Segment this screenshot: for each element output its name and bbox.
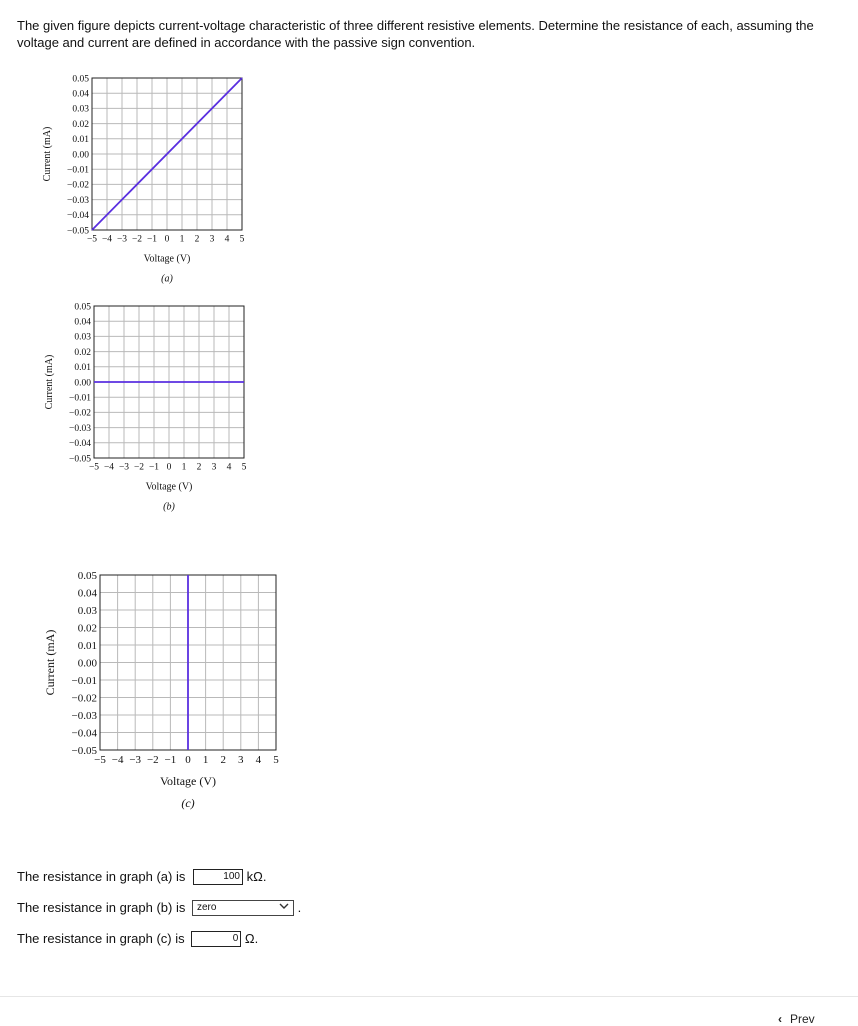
y-tick-label: 0.02 [74,347,91,358]
x-tick-label: 3 [209,234,215,245]
x-tick-label: −5 [88,462,100,473]
answer-row-b [17,897,301,917]
chart-caption: (a) [161,273,173,285]
chart-caption: (c) [181,796,195,810]
x-tick-label: 5 [239,234,245,245]
y-tick-label: −0.02 [69,408,91,419]
x-tick-label: −3 [129,754,142,766]
x-tick-label: 5 [273,754,279,766]
y-tick-label: −0.02 [71,692,97,705]
chart-caption: (b) [163,501,175,513]
chart-a-svg [30,70,290,290]
x-tick-label: 0 [185,754,191,766]
y-tick-label: 0.01 [77,639,97,652]
y-tick-label: −0.01 [71,674,97,687]
x-tick-label: 0 [164,234,170,245]
y-tick-label: 0.04 [77,587,97,600]
chevron-left-icon: ‹ [778,1012,782,1026]
y-tick-label: 0.00 [77,657,97,670]
x-axis-label: Voltage (V) [159,774,217,788]
answer-b-label: The resistance in graph (b) is [17,899,186,915]
y-tick-label: 0.03 [72,104,89,115]
question-text: The given figure depicts current-voltage characteristic of three different resistive elements. Determine the resistance of each, assuming the voltage and current are defined in accordance with the passive sign convention. [17,18,814,50]
x-tick-label: 4 [226,462,232,473]
x-axis-label: Voltage (V) [143,253,191,265]
y-tick-label: 0.03 [74,332,91,343]
x-tick-label: 2 [196,462,202,473]
x-tick-label: −5 [86,234,98,245]
x-tick-label: −4 [101,234,113,245]
footer-divider [0,996,858,997]
x-tick-label: 1 [202,754,209,766]
y-tick-label: −0.01 [69,393,91,404]
y-tick-label: −0.04 [67,211,89,222]
y-tick-label: 0.04 [72,89,89,100]
y-tick-label: 0.05 [74,302,91,313]
y-tick-label: 0.01 [74,363,91,374]
answer-a-unit: kΩ. [246,868,267,884]
x-tick-label: −4 [111,754,124,766]
chart-a [30,70,290,290]
y-tick-label: −0.02 [67,180,89,191]
y-tick-label: −0.05 [71,744,97,757]
answer-b-selected-value: zero [196,901,217,913]
y-tick-label: −0.03 [71,709,97,722]
answer-a-input[interactable]: 100 [193,869,243,885]
y-tick-label: −0.05 [67,226,89,237]
y-tick-label: −0.05 [69,454,91,465]
y-tick-label: 0.05 [77,569,97,582]
y-tick-label: −0.03 [67,195,89,206]
x-tick-label: −1 [146,234,158,245]
x-tick-label: −1 [148,462,160,473]
prev-label: Prev [790,1012,815,1026]
y-tick-label: 0.02 [72,119,89,130]
y-tick-label: 0.02 [77,622,97,635]
x-tick-label: −4 [103,462,115,473]
x-tick-label: 3 [238,754,244,766]
chart-b [30,298,290,518]
x-tick-label: −3 [116,234,128,245]
x-tick-label: 2 [220,754,226,766]
answer-c-unit: Ω. [244,930,259,946]
answer-b-suffix: . [297,899,302,915]
answer-row-a [17,866,266,886]
y-tick-label: 0.05 [72,74,89,85]
answer-row-c [17,928,258,948]
y-axis-label: Current (mA) [44,354,55,410]
y-tick-label: −0.04 [71,727,97,740]
x-tick-label: 4 [255,754,262,766]
chart-c [30,565,320,815]
y-tick-label: −0.04 [69,439,91,450]
answer-b-select[interactable] [192,900,294,916]
x-tick-label: 4 [224,234,230,245]
x-tick-label: 0 [166,462,172,473]
y-tick-label: 0.01 [72,135,89,146]
x-tick-label: −2 [146,754,159,766]
x-tick-label: 5 [241,462,247,473]
y-tick-label: 0.00 [74,378,91,389]
x-tick-label: 3 [211,462,217,473]
chevron-down-icon [279,901,289,916]
y-tick-label: 0.04 [74,317,91,328]
answer-c-input[interactable]: 0 [191,931,241,947]
x-tick-label: 1 [179,234,185,245]
x-tick-label: −5 [94,754,106,766]
answer-a-label: The resistance in graph (a) is [17,868,186,884]
x-tick-label: −2 [131,234,143,245]
x-tick-label: −1 [164,754,177,766]
y-tick-label: 0.00 [72,150,89,161]
y-axis-label: Current (mA) [43,629,57,696]
y-axis-label: Current (mA) [42,126,53,182]
y-tick-label: 0.03 [77,604,97,617]
chart-c-svg [30,565,320,815]
x-tick-label: 2 [194,234,200,245]
y-tick-label: −0.01 [67,165,89,176]
answer-c-label: The resistance in graph (c) is [17,930,185,946]
chart-b-svg [30,298,290,518]
y-tick-label: −0.03 [69,423,91,434]
x-axis-label: Voltage (V) [145,481,193,493]
x-tick-label: 1 [181,462,187,473]
x-tick-label: −2 [133,462,145,473]
x-tick-label: −3 [118,462,130,473]
